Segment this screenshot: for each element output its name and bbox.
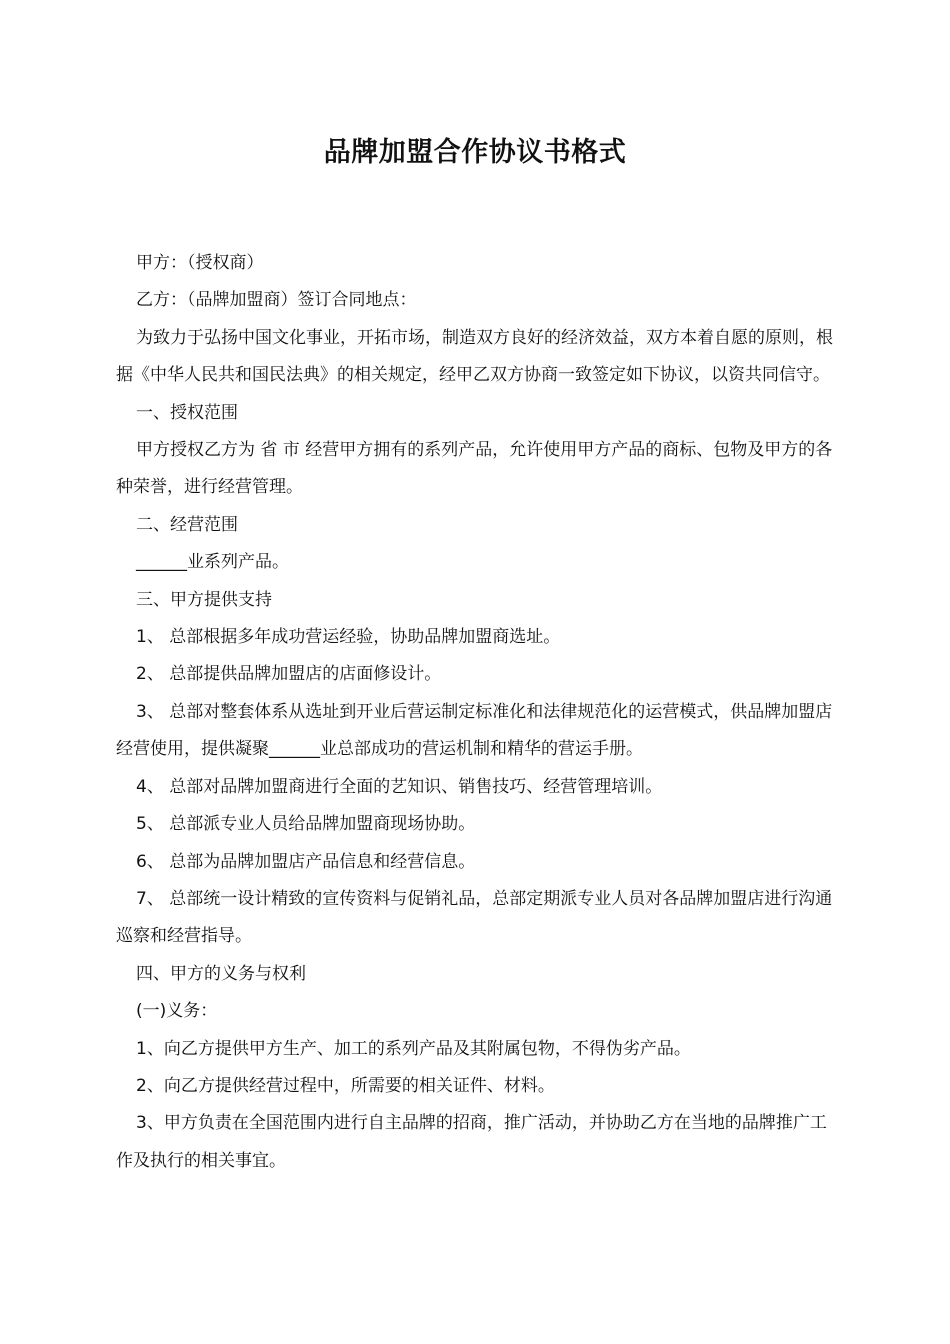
preamble-paragraph: 为致力于弘扬中国文化事业，开拓市场，制造双方良好的经济效益，双方本着自愿的原则，根据《中华人民共和国民法典》的相关规定，经甲乙双方协商一致签定如下协议，以资共同信守。	[116, 327, 833, 386]
subsection-heading: (一)义务：	[136, 1001, 218, 1022]
support-item: 1、 总部根据多年成功营运经验，协助品牌加盟商选址。	[136, 627, 561, 648]
section-heading-2: 二、经营范围	[136, 514, 238, 535]
party-b-line: 乙方：（品牌加盟商）签订合同地点：	[136, 290, 417, 311]
party-a-line: 甲方：（授权商）	[136, 253, 264, 273]
support-item: 7、 总部统一设计精致的宣传资料与促销礼品，总部定期派专业人员对各品牌加盟店进行沟通巡察和经营指导。	[116, 888, 833, 947]
duty-item: 3、甲方负责在全国范围内进行自主品牌的招商，推广活动，并协助乙方在当地的品牌推广工作及执行的相关事宜。	[116, 1113, 827, 1171]
duty-item: 2、向乙方提供经营过程中，所需要的相关证件、材料。	[136, 1075, 555, 1096]
document-body	[116, 245, 836, 1180]
section-2-paragraph: ______业系列产品。	[136, 552, 289, 573]
support-item: 2、 总部提供品牌加盟店的店面修设计。	[136, 664, 442, 685]
support-item: 5、 总部派专业人员给品牌加盟商现场协助。	[136, 814, 476, 835]
duty-item: 1、向乙方提供甲方生产、加工的系列产品及其附属包物，不得伪劣产品。	[136, 1038, 691, 1059]
document-title: 品牌加盟合作协议书格式	[323, 137, 627, 168]
support-item: 3、 总部对整套体系从选址到开业后营运制定标准化和法律规范化的运营模式，供品牌加盟店经营使用，提供凝聚______业总部成功的营运机制和精华的营运手册。	[116, 701, 833, 760]
support-item: 6、 总部为品牌加盟店产品信息和经营信息。	[136, 851, 476, 872]
section-heading-4: 四、甲方的义务与权利	[136, 963, 306, 984]
section-heading-3: 三、甲方提供支持	[136, 589, 272, 610]
support-item: 4、 总部对品牌加盟商进行全面的艺知识、销售技巧、经营管理培训。	[136, 776, 663, 797]
section-heading-1: 一、授权范围	[136, 402, 238, 423]
section-1-paragraph: 甲方授权乙方为 省 市 经营甲方拥有的系列产品，允许使用甲方产品的商标、包物及甲方的各种荣誉，进行经营管理。	[116, 440, 833, 498]
